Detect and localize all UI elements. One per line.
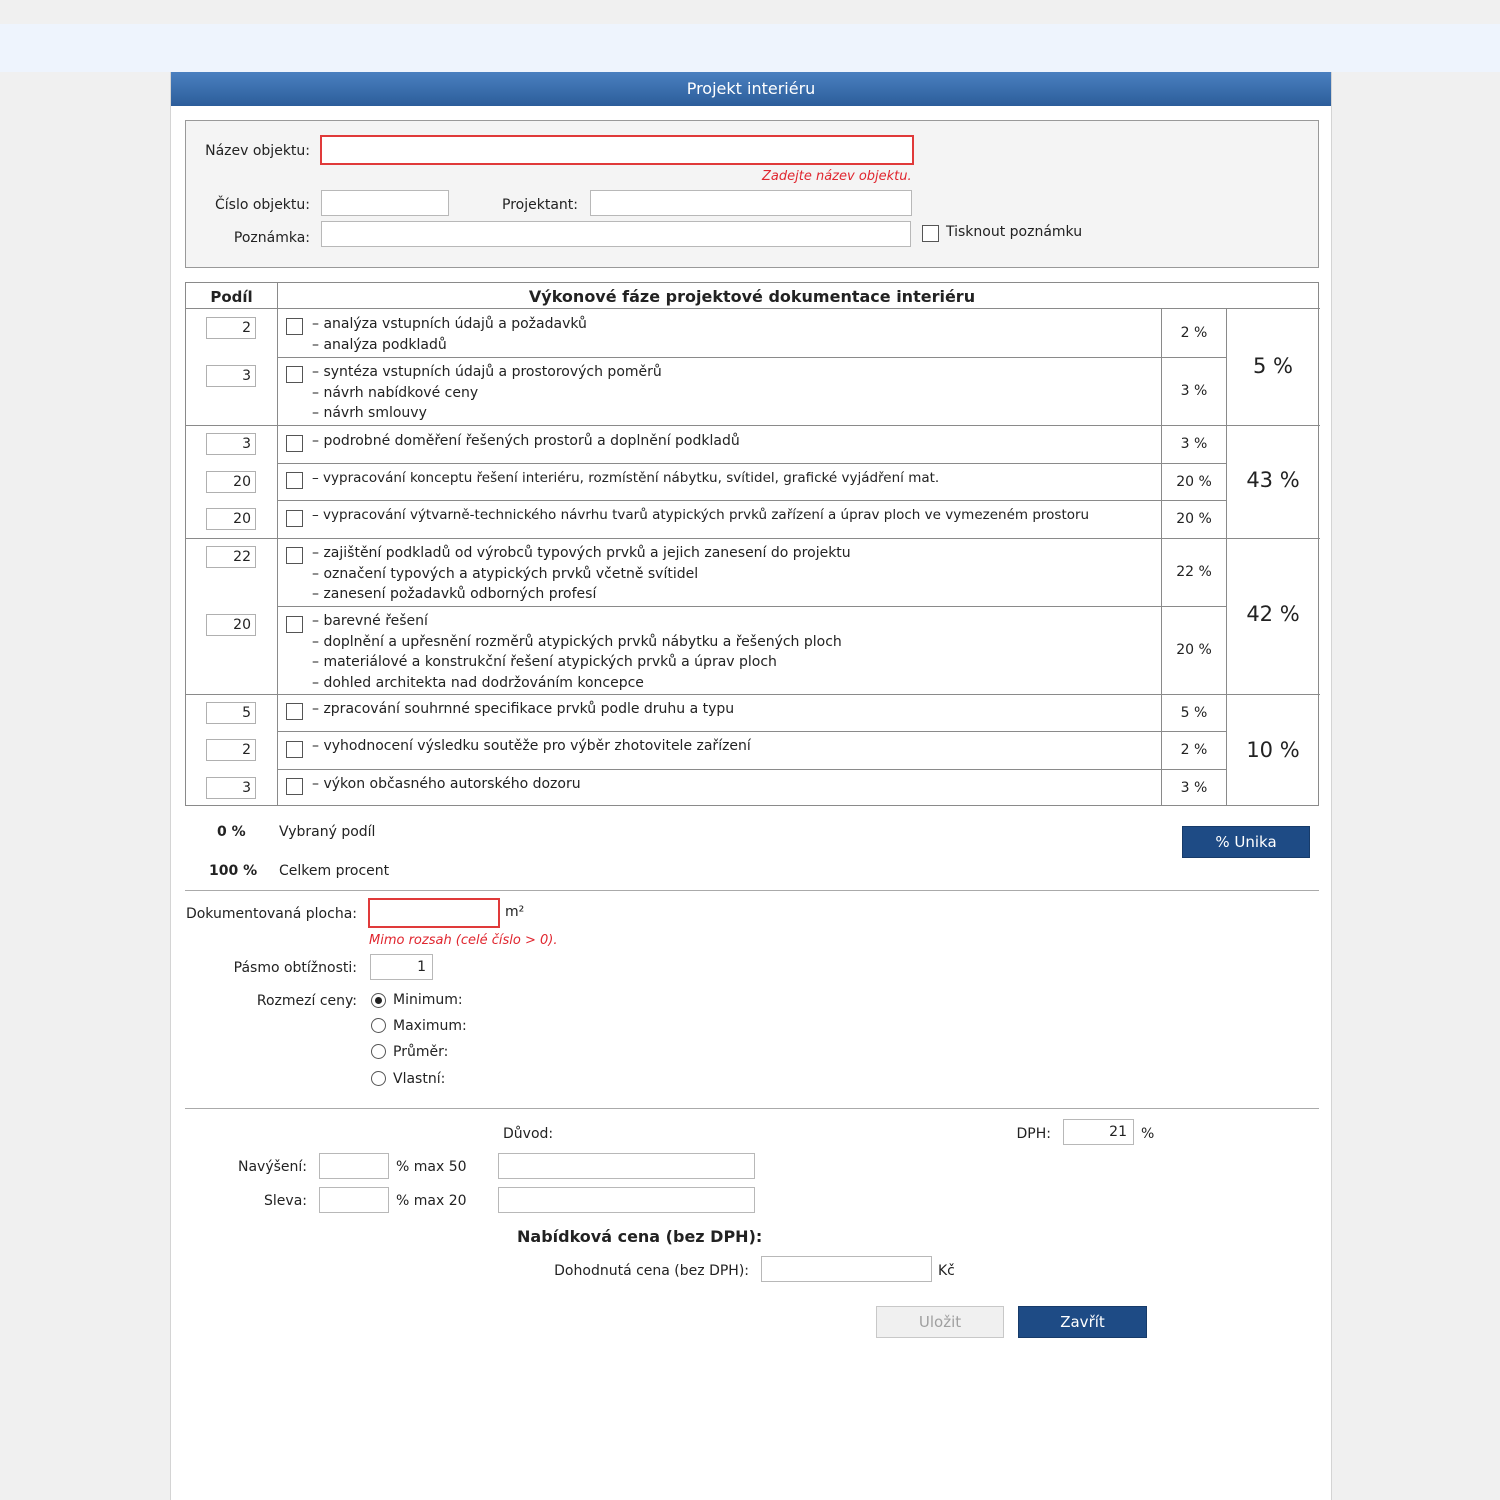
phase-share-input[interactable]: 22 — [206, 546, 256, 568]
unika-button[interactable]: % Unika — [1182, 826, 1310, 858]
phase-percent: 2 % — [1180, 325, 1208, 341]
phase-percent: 22 % — [1176, 564, 1212, 580]
price-range-label: Rozmezí ceny: — [256, 993, 357, 1009]
area-input[interactable] — [368, 898, 500, 928]
group-total: 42 % — [1246, 602, 1300, 626]
phase-checkbox[interactable] — [286, 741, 303, 758]
offer-price-label: Nabídková cena (bez DPH): — [517, 1227, 763, 1246]
phase-description: – zajištění podkladů od výrobců typových prvků a jejich zanesení do projektu – označení typových a atypických prvků včetně svítidel – zanesení požadavků odborných profesí — [312, 545, 851, 602]
group-total: 5 % — [1253, 354, 1293, 378]
print-note-checkbox[interactable] — [922, 225, 939, 242]
phase-description: – vypracování konceptu řešení interiéru, rozmístění nábytku, svítidel, grafické vyjádření mat. — [312, 470, 940, 486]
phase-share-input[interactable]: 20 — [206, 471, 256, 493]
note-label: Poznámka: — [233, 230, 310, 246]
difficulty-input[interactable]: 1 — [370, 954, 433, 980]
separator — [185, 890, 1319, 891]
phase-share-input[interactable]: 3 — [206, 365, 256, 387]
area-unit: m² — [505, 904, 525, 920]
vat-input[interactable]: 21 — [1063, 1119, 1134, 1145]
print-note-label: Tisknout poznámku — [946, 224, 1083, 240]
object-info-panel — [185, 120, 1319, 268]
area-error: Mimo rozsah (celé číslo > 0). — [369, 933, 558, 948]
phase-description: – vypracování výtvarně-technického návrhu tvarů atypických prvků zařízení a úprav ploch ve vymezeném prostoru — [312, 507, 1090, 523]
phase-checkbox[interactable] — [286, 435, 303, 452]
note-input[interactable] — [321, 221, 911, 247]
phase-description: – zpracování souhrnné specifikace prvků podle druhu a typu — [312, 701, 735, 717]
phase-description: – vyhodnocení výsledku soutěže pro výběr zhotovitele zařízení — [312, 738, 751, 754]
phase-percent: 3 % — [1180, 436, 1208, 452]
price-maximum-radio[interactable] — [371, 1018, 386, 1033]
total-percent-value: 100 % — [209, 863, 258, 879]
phase-percent: 5 % — [1180, 705, 1208, 721]
phase-checkbox[interactable] — [286, 703, 303, 720]
top-band — [0, 24, 1500, 72]
phase-share-input[interactable]: 3 — [206, 777, 256, 799]
phase-percent: 3 % — [1180, 780, 1208, 796]
discount-reason-input[interactable] — [498, 1187, 755, 1213]
price-minimum-radio[interactable] — [371, 993, 386, 1008]
discount-label: Sleva: — [264, 1193, 307, 1209]
price-custom-radio[interactable] — [371, 1071, 386, 1086]
phase-share-input[interactable]: 20 — [206, 614, 256, 636]
increase-input[interactable] — [319, 1153, 389, 1179]
close-button[interactable]: Zavřít — [1018, 1306, 1147, 1338]
group-total: 43 % — [1246, 468, 1300, 492]
phase-percent: 20 % — [1176, 474, 1212, 490]
designer-input[interactable] — [590, 190, 912, 216]
phase-description: – podrobné doměření řešených prostorů a doplnění podkladů — [312, 433, 740, 449]
phase-checkbox[interactable] — [286, 510, 303, 527]
phase-checkbox[interactable] — [286, 366, 303, 383]
phase-percent: 20 % — [1176, 642, 1212, 658]
dialog-title: Projekt interiéru — [171, 72, 1331, 106]
currency-label: Kč — [938, 1263, 955, 1279]
phases-column-header: Výkonové fáze projektové dokumentace interiéru — [528, 287, 976, 306]
phase-percent: 3 % — [1180, 383, 1208, 399]
agreed-price-label: Dohodnutá cena (bez DPH): — [554, 1263, 749, 1279]
object-number-label: Číslo objektu: — [214, 197, 310, 213]
vat-unit: % — [1141, 1126, 1155, 1142]
price-average-label: Průměr: — [393, 1044, 449, 1060]
phase-percent: 20 % — [1176, 511, 1212, 527]
increase-reason-input[interactable] — [498, 1153, 755, 1179]
phase-share-input[interactable]: 5 — [206, 702, 256, 724]
reason-label: Důvod: — [503, 1126, 554, 1142]
group-total: 10 % — [1246, 738, 1300, 762]
agreed-price-input[interactable] — [761, 1256, 932, 1282]
vat-label: DPH: — [1016, 1126, 1051, 1142]
discount-input[interactable] — [319, 1187, 389, 1213]
phase-checkbox[interactable] — [286, 318, 303, 335]
separator — [185, 1108, 1319, 1109]
phase-description: – analýza vstupních údajů a požadavků – analýza podkladů — [312, 316, 587, 353]
price-average-radio[interactable] — [371, 1044, 386, 1059]
save-button[interactable]: Uložit — [876, 1306, 1004, 1338]
phase-checkbox[interactable] — [286, 778, 303, 795]
phase-checkbox[interactable] — [286, 472, 303, 489]
price-maximum-label: Maximum: — [393, 1018, 467, 1034]
phase-checkbox[interactable] — [286, 616, 303, 633]
difficulty-label: Pásmo obtížnosti: — [233, 960, 357, 976]
object-name-label: Název objektu: — [205, 143, 310, 159]
object-name-error: Zadejte název objektu. — [762, 169, 912, 184]
object-name-input[interactable] — [320, 135, 914, 165]
price-custom-label: Vlastní: — [393, 1071, 446, 1087]
object-number-input[interactable] — [321, 190, 449, 216]
selected-share-label: Vybraný podíl — [279, 824, 376, 840]
phase-description: – výkon občasného autorského dozoru — [312, 776, 581, 792]
increase-label: Navýšení: — [237, 1159, 307, 1175]
phases-table — [185, 282, 1319, 806]
price-minimum-label: Minimum: — [393, 992, 463, 1008]
phase-share-input[interactable]: 3 — [206, 433, 256, 455]
area-label: Dokumentovaná plocha: — [185, 906, 357, 922]
phase-description: – syntéza vstupních údajů a prostorových poměrů – návrh nabídkové ceny – návrh smlouvy — [312, 364, 662, 421]
phase-share-input[interactable]: 2 — [206, 317, 256, 339]
phase-share-input[interactable]: 20 — [206, 508, 256, 530]
phase-description: – barevné řešení – doplnění a upřesnění rozměrů atypických prvků nábytku a řešených ploch – materiálové a konstrukční řešení atypických prvků a úprav ploch – dohled architekta nad dodržováním koncepce — [312, 613, 842, 691]
phase-checkbox[interactable] — [286, 547, 303, 564]
selected-share-value: 0 % — [217, 824, 246, 840]
designer-label: Projektant: — [502, 197, 578, 213]
phase-share-input[interactable]: 2 — [206, 739, 256, 761]
share-column-header: Podíl — [210, 288, 253, 306]
increase-hint: % max 50 — [396, 1159, 467, 1175]
phase-percent: 2 % — [1180, 742, 1208, 758]
dialog — [170, 72, 1332, 1500]
total-percent-label: Celkem procent — [279, 863, 390, 879]
discount-hint: % max 20 — [396, 1193, 467, 1209]
